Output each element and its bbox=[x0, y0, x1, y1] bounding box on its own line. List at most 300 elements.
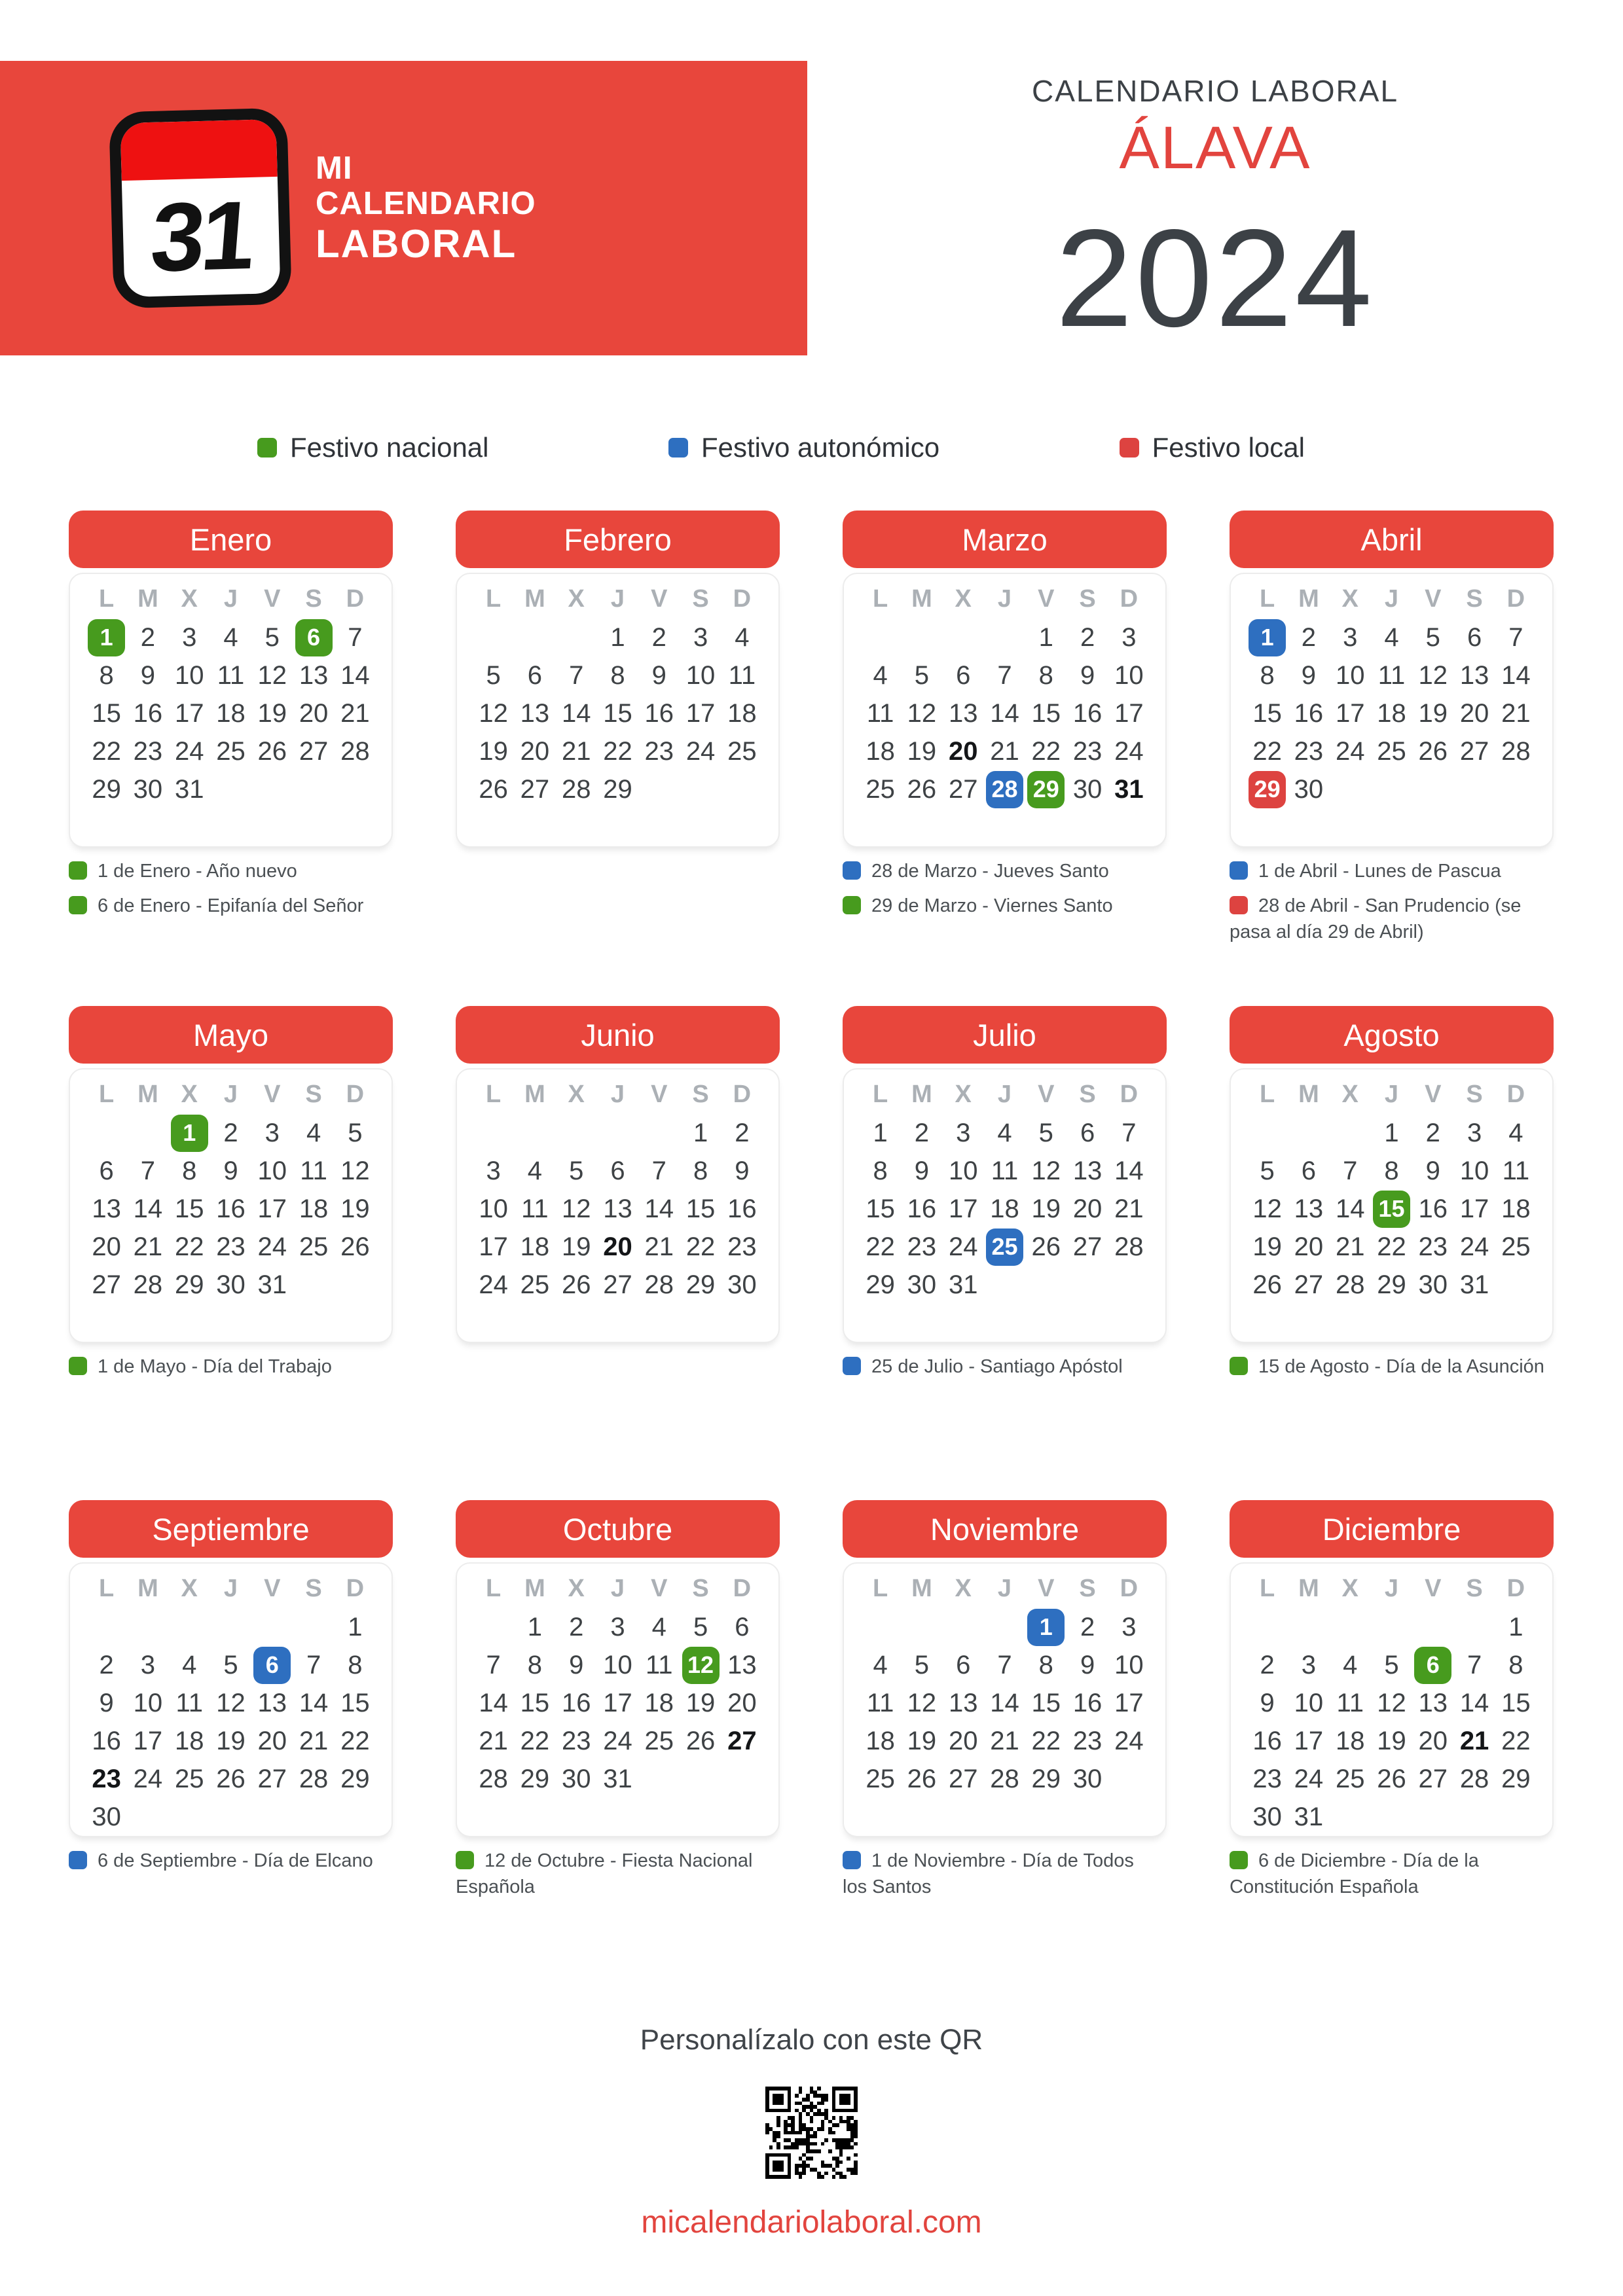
weekday-label: J bbox=[1384, 1080, 1399, 1108]
month-body bbox=[843, 1562, 1167, 1837]
day-cell: 24 bbox=[1459, 1232, 1489, 1261]
day-cell: 13 bbox=[603, 1194, 632, 1223]
empty-cell bbox=[943, 619, 984, 656]
day-cell: 29 bbox=[866, 1270, 895, 1299]
weekday-label: S bbox=[1466, 1080, 1483, 1108]
day-cell: 2 bbox=[223, 1118, 238, 1147]
weekday-label: V bbox=[651, 1080, 668, 1108]
day-cell: 17 bbox=[133, 1726, 163, 1755]
day-cell: 12 bbox=[257, 660, 287, 690]
day-cell: 3 bbox=[182, 622, 197, 652]
weekday-label: L bbox=[873, 584, 888, 613]
day-cell: 18 bbox=[299, 1194, 329, 1223]
qr-code bbox=[765, 2087, 858, 2179]
day-cell: 10 bbox=[1459, 1156, 1489, 1185]
day-cell: 11 bbox=[866, 698, 894, 728]
holiday-note-color-square bbox=[69, 896, 87, 914]
day-cell: 28 bbox=[1459, 1764, 1489, 1793]
empty-cell bbox=[638, 1114, 680, 1152]
weekday-label: V bbox=[1425, 1080, 1442, 1108]
weekday-label: X bbox=[1341, 1080, 1359, 1108]
weekday-label: J bbox=[223, 1080, 238, 1108]
day-cell: 3 bbox=[1343, 622, 1358, 652]
empty-cell bbox=[1371, 1608, 1412, 1646]
holiday-day-badge: 15 bbox=[1373, 1191, 1410, 1228]
weekday-label: D bbox=[733, 1574, 752, 1602]
day-cell: 12 bbox=[216, 1688, 246, 1717]
month-agosto bbox=[1230, 1006, 1554, 1500]
day-cell: 8 bbox=[348, 1650, 363, 1679]
empty-cell bbox=[251, 1608, 293, 1646]
day-cell: 6 bbox=[735, 1612, 750, 1641]
day-cell: 14 bbox=[340, 660, 370, 690]
month-body bbox=[69, 1562, 393, 1837]
month-diciembre bbox=[1230, 1500, 1554, 1909]
day-cell: 3 bbox=[956, 1118, 971, 1147]
day-cell: 18 bbox=[727, 698, 757, 728]
weekday-label: D bbox=[1120, 1080, 1139, 1108]
month-body bbox=[456, 573, 780, 848]
day-cell: 24 bbox=[1294, 1764, 1324, 1793]
day-cell: 14 bbox=[1459, 1688, 1489, 1717]
day-cell: 31 bbox=[603, 1764, 632, 1793]
day-cell: 4 bbox=[527, 1156, 543, 1185]
weekday-label: L bbox=[873, 1574, 888, 1602]
month-body bbox=[1230, 573, 1554, 848]
empty-cell bbox=[514, 1114, 555, 1152]
months-grid bbox=[69, 511, 1554, 1909]
day-cell: 20 bbox=[1459, 698, 1489, 728]
day-cell: 13 bbox=[520, 698, 550, 728]
day-cell: 6 bbox=[956, 660, 971, 690]
day-cell: 27 bbox=[299, 736, 329, 766]
empty-cell bbox=[86, 1114, 127, 1152]
day-cell: 10 bbox=[1294, 1688, 1324, 1717]
day-cell: 22 bbox=[1501, 1726, 1531, 1755]
empty-cell bbox=[514, 619, 555, 656]
day-cell: 23 bbox=[1072, 736, 1103, 766]
day-cell: 4 bbox=[306, 1118, 321, 1147]
day-cell: 25 bbox=[866, 774, 895, 804]
month-body bbox=[1230, 1562, 1554, 1837]
day-cell: 20 bbox=[948, 736, 978, 766]
holiday-day-cell bbox=[984, 770, 1025, 808]
day-cell: 2 bbox=[1080, 1612, 1095, 1641]
day-cell: 3 bbox=[140, 1650, 156, 1679]
day-cell: 11 bbox=[300, 1156, 327, 1185]
weekday-label: V bbox=[264, 1574, 281, 1602]
weekday-label: J bbox=[610, 584, 625, 613]
weekday-label: M bbox=[524, 1080, 545, 1108]
brand-banner bbox=[0, 61, 807, 355]
day-cell: 17 bbox=[1114, 698, 1144, 728]
month-notes bbox=[69, 1848, 393, 1874]
month-notes bbox=[69, 858, 393, 919]
day-cell: 21 bbox=[133, 1232, 163, 1261]
day-cell: 13 bbox=[727, 1650, 757, 1679]
month-marzo bbox=[843, 511, 1167, 1006]
weekday-row bbox=[860, 1075, 1150, 1114]
month-octubre bbox=[456, 1500, 780, 1909]
day-cell: 15 bbox=[1031, 698, 1061, 728]
holiday-note: 28 de Marzo - Jueves Santo bbox=[843, 858, 1160, 884]
day-cell: 31 bbox=[1114, 774, 1144, 804]
day-cell: 9 bbox=[1425, 1156, 1440, 1185]
weekday-label: X bbox=[181, 1574, 198, 1602]
day-cell: 17 bbox=[1294, 1726, 1324, 1755]
day-cell: 19 bbox=[1377, 1726, 1406, 1755]
day-cell: 15 bbox=[685, 1194, 716, 1223]
day-cell: 20 bbox=[948, 1726, 978, 1755]
day-cell: 10 bbox=[133, 1688, 163, 1717]
day-cell: 24 bbox=[133, 1764, 163, 1793]
day-cell: 20 bbox=[1418, 1726, 1448, 1755]
weekday-label: D bbox=[1120, 584, 1139, 613]
day-cell: 30 bbox=[1252, 1802, 1282, 1831]
day-cell: 18 bbox=[866, 736, 895, 766]
day-cell: 21 bbox=[1335, 1232, 1365, 1261]
day-cell: 10 bbox=[948, 1156, 978, 1185]
holiday-day-badge: 29 bbox=[1249, 771, 1286, 808]
day-cell: 14 bbox=[479, 1688, 508, 1717]
day-cell: 19 bbox=[1252, 1232, 1282, 1261]
day-cell: 9 bbox=[914, 1156, 930, 1185]
day-cell: 7 bbox=[1122, 1118, 1137, 1147]
empty-cell bbox=[86, 1608, 127, 1646]
empty-cell bbox=[597, 1114, 638, 1152]
days-grid bbox=[1247, 1114, 1537, 1304]
day-cell: 8 bbox=[610, 660, 625, 690]
day-cell: 9 bbox=[140, 660, 156, 690]
holiday-note: 6 de Enero - Epifanía del Señor bbox=[69, 893, 386, 919]
empty-cell bbox=[860, 619, 901, 656]
weekday-label: L bbox=[873, 1080, 888, 1108]
day-cell: 16 bbox=[727, 1194, 757, 1223]
day-cell: 24 bbox=[1114, 1726, 1144, 1755]
day-cell: 27 bbox=[257, 1764, 287, 1793]
holiday-note: 6 de Diciembre - Día de la Constitución Española bbox=[1230, 1850, 1479, 1898]
holiday-day-badge: 6 bbox=[295, 619, 333, 656]
day-cell: 19 bbox=[216, 1726, 246, 1755]
day-cell: 4 bbox=[873, 1650, 888, 1679]
weekday-label: X bbox=[955, 584, 972, 613]
holiday-legend bbox=[257, 432, 1305, 463]
day-cell: 6 bbox=[1301, 1156, 1317, 1185]
weekday-label: S bbox=[692, 1574, 709, 1602]
day-cell: 18 bbox=[520, 1232, 550, 1261]
weekday-label: L bbox=[99, 1080, 115, 1108]
day-cell: 31 bbox=[257, 1270, 287, 1299]
month-notes bbox=[69, 1354, 393, 1380]
weekday-label: V bbox=[1038, 584, 1055, 613]
day-cell: 19 bbox=[340, 1194, 370, 1223]
day-cell: 15 bbox=[1501, 1688, 1531, 1717]
day-cell: 9 bbox=[1301, 660, 1317, 690]
day-cell: 28 bbox=[644, 1270, 674, 1299]
day-cell: 30 bbox=[133, 774, 163, 804]
days-grid bbox=[1247, 1608, 1537, 1836]
weekday-label: X bbox=[181, 584, 198, 613]
days-grid bbox=[860, 619, 1150, 808]
day-cell: 30 bbox=[1072, 774, 1103, 804]
day-cell: 6 bbox=[99, 1156, 114, 1185]
day-cell: 5 bbox=[1038, 1118, 1053, 1147]
holiday-note-color-square bbox=[843, 896, 861, 914]
day-cell: 24 bbox=[1114, 736, 1144, 766]
holiday-day-badge: 6 bbox=[1414, 1647, 1451, 1684]
holiday-day-badge: 1 bbox=[1249, 619, 1286, 656]
day-cell: 15 bbox=[603, 698, 632, 728]
empty-cell bbox=[210, 1608, 251, 1646]
holiday-day-badge: 1 bbox=[1027, 1609, 1065, 1646]
day-cell: 6 bbox=[610, 1156, 625, 1185]
day-cell: 3 bbox=[610, 1612, 625, 1641]
day-cell: 26 bbox=[1418, 736, 1448, 766]
day-cell: 3 bbox=[693, 622, 708, 652]
day-cell: 8 bbox=[873, 1156, 888, 1185]
weekday-label: J bbox=[997, 584, 1012, 613]
holiday-note: 6 de Septiembre - Día de Elcano bbox=[69, 1848, 386, 1874]
day-cell: 23 bbox=[1072, 1726, 1103, 1755]
day-cell: 25 bbox=[299, 1232, 329, 1261]
day-cell: 27 bbox=[603, 1270, 632, 1299]
holiday-day-cell bbox=[680, 1646, 721, 1684]
holiday-day-badge: 6 bbox=[253, 1647, 291, 1684]
day-cell: 16 bbox=[216, 1194, 246, 1223]
month-title: Agosto bbox=[1343, 1017, 1440, 1052]
day-cell: 13 bbox=[1072, 1156, 1103, 1185]
month-body bbox=[456, 1068, 780, 1343]
day-cell: 9 bbox=[223, 1156, 238, 1185]
day-cell: 27 bbox=[1418, 1764, 1448, 1793]
legend-label-autonomico: Festivo autonómico bbox=[701, 432, 940, 463]
empty-cell bbox=[860, 1608, 901, 1646]
day-cell: 17 bbox=[174, 698, 204, 728]
day-cell: 9 bbox=[1260, 1688, 1275, 1717]
day-cell: 15 bbox=[866, 1194, 895, 1223]
day-cell: 19 bbox=[479, 736, 508, 766]
weekday-label: L bbox=[1260, 584, 1275, 613]
day-cell: 14 bbox=[990, 1688, 1019, 1717]
day-cell: 25 bbox=[1501, 1232, 1531, 1261]
weekday-label: L bbox=[1260, 1574, 1275, 1602]
day-cell: 3 bbox=[1467, 1118, 1482, 1147]
day-cell: 20 bbox=[1294, 1232, 1324, 1261]
day-cell: 20 bbox=[520, 736, 550, 766]
weekday-label: S bbox=[1079, 1574, 1096, 1602]
day-cell: 21 bbox=[1459, 1726, 1489, 1755]
day-cell: 25 bbox=[1335, 1764, 1365, 1793]
day-cell: 15 bbox=[1252, 698, 1282, 728]
empty-cell bbox=[1330, 1114, 1371, 1152]
day-cell: 10 bbox=[174, 660, 204, 690]
empty-cell bbox=[1330, 1608, 1371, 1646]
day-cell: 14 bbox=[299, 1688, 329, 1717]
days-grid bbox=[86, 1608, 376, 1836]
day-cell: 29 bbox=[603, 774, 632, 804]
day-cell: 17 bbox=[603, 1688, 632, 1717]
holiday-day-cell bbox=[1025, 770, 1067, 808]
day-cell: 30 bbox=[727, 1270, 757, 1299]
holiday-note: 1 de Enero - Año nuevo bbox=[69, 858, 386, 884]
day-cell: 12 bbox=[1377, 1688, 1406, 1717]
holiday-day-cell bbox=[1247, 619, 1288, 656]
weekday-row bbox=[860, 579, 1150, 619]
weekday-label: S bbox=[305, 1080, 322, 1108]
day-cell: 4 bbox=[873, 660, 888, 690]
day-cell: 25 bbox=[174, 1764, 204, 1793]
holiday-note: 12 de Octubre - Fiesta Nacional Española bbox=[456, 1850, 753, 1898]
day-cell: 28 bbox=[299, 1764, 329, 1793]
month-body bbox=[843, 1068, 1167, 1343]
day-cell: 31 bbox=[1294, 1802, 1324, 1831]
logo-day-number: 31 bbox=[147, 181, 255, 293]
day-cell: 8 bbox=[693, 1156, 708, 1185]
holiday-note-color-square bbox=[456, 1851, 474, 1869]
month-header bbox=[69, 1006, 393, 1064]
day-cell: 7 bbox=[651, 1156, 666, 1185]
month-body bbox=[843, 573, 1167, 848]
region-title: ÁLAVA bbox=[1119, 115, 1311, 181]
day-cell: 10 bbox=[479, 1194, 508, 1223]
weekday-label: L bbox=[486, 1574, 501, 1602]
holiday-note: 1 de Abril - Lunes de Pascua bbox=[1230, 858, 1547, 884]
day-cell: 4 bbox=[1508, 1118, 1523, 1147]
day-cell: 23 bbox=[644, 736, 674, 766]
day-cell: 28 bbox=[340, 736, 370, 766]
day-cell: 21 bbox=[644, 1232, 674, 1261]
day-cell: 8 bbox=[1384, 1156, 1399, 1185]
month-header bbox=[1230, 511, 1554, 568]
month-julio bbox=[843, 1006, 1167, 1500]
month-header bbox=[843, 511, 1167, 568]
days-grid bbox=[473, 619, 763, 808]
day-cell: 1 bbox=[873, 1118, 888, 1147]
month-header bbox=[1230, 1500, 1554, 1558]
weekday-label: M bbox=[137, 1080, 158, 1108]
day-cell: 4 bbox=[1384, 622, 1399, 652]
holiday-day-badge: 1 bbox=[171, 1115, 208, 1152]
days-grid bbox=[473, 1608, 763, 1798]
month-body bbox=[69, 573, 393, 848]
weekday-label: J bbox=[610, 1574, 625, 1602]
calendar-logo-day-area bbox=[122, 177, 281, 297]
day-cell: 12 bbox=[340, 1156, 370, 1185]
nacional-color-swatch bbox=[257, 438, 277, 457]
day-cell: 2 bbox=[1260, 1650, 1275, 1679]
day-cell: 1 bbox=[693, 1118, 708, 1147]
day-cell: 19 bbox=[685, 1688, 716, 1717]
day-cell: 2 bbox=[569, 1612, 584, 1641]
weekday-label: X bbox=[568, 1574, 585, 1602]
weekday-row bbox=[1247, 579, 1537, 619]
website-link[interactable]: micalendariolaboral.com bbox=[641, 2205, 982, 2240]
day-cell: 30 bbox=[1294, 774, 1324, 804]
legend-item-nacional bbox=[257, 432, 489, 463]
weekday-row bbox=[473, 579, 763, 619]
month-header bbox=[456, 511, 780, 568]
month-header bbox=[843, 1006, 1167, 1064]
weekday-label: M bbox=[524, 584, 545, 613]
day-cell: 29 bbox=[340, 1764, 370, 1793]
day-cell: 22 bbox=[174, 1232, 204, 1261]
day-cell: 16 bbox=[1418, 1194, 1448, 1223]
day-cell: 28 bbox=[1501, 736, 1531, 766]
day-cell: 22 bbox=[520, 1726, 550, 1755]
qr-caption: Personalízalo con este QR bbox=[640, 2024, 983, 2056]
day-cell: 21 bbox=[990, 736, 1019, 766]
day-cell: 19 bbox=[1031, 1194, 1061, 1223]
day-cell: 1 bbox=[348, 1612, 363, 1641]
day-cell: 30 bbox=[907, 1270, 937, 1299]
day-cell: 22 bbox=[1377, 1232, 1406, 1261]
holiday-note-color-square bbox=[69, 861, 87, 880]
day-cell: 18 bbox=[990, 1194, 1019, 1223]
weekday-label: S bbox=[692, 1080, 709, 1108]
day-cell: 26 bbox=[561, 1270, 591, 1299]
weekday-label: V bbox=[264, 584, 281, 613]
day-cell: 2 bbox=[140, 622, 156, 652]
month-title: Marzo bbox=[962, 522, 1048, 557]
day-cell: 30 bbox=[1072, 1764, 1103, 1793]
day-cell: 11 bbox=[217, 660, 245, 690]
day-cell: 24 bbox=[257, 1232, 287, 1261]
day-cell: 5 bbox=[223, 1650, 238, 1679]
day-cell: 16 bbox=[561, 1688, 591, 1717]
day-cell: 14 bbox=[561, 698, 591, 728]
day-cell: 12 bbox=[907, 1688, 937, 1717]
day-cell: 5 bbox=[569, 1156, 584, 1185]
day-cell: 4 bbox=[182, 1650, 197, 1679]
month-title: Mayo bbox=[193, 1017, 268, 1052]
day-cell: 19 bbox=[257, 698, 287, 728]
day-cell: 19 bbox=[1418, 698, 1448, 728]
day-cell: 11 bbox=[1336, 1688, 1364, 1717]
month-notes bbox=[1230, 858, 1554, 945]
weekday-label: J bbox=[1384, 584, 1399, 613]
weekday-label: M bbox=[911, 1574, 932, 1602]
day-cell: 29 bbox=[1377, 1270, 1406, 1299]
day-cell: 24 bbox=[479, 1270, 508, 1299]
holiday-note-color-square bbox=[843, 861, 861, 880]
days-grid bbox=[86, 1114, 376, 1304]
day-cell: 27 bbox=[1459, 736, 1489, 766]
day-cell: 29 bbox=[685, 1270, 716, 1299]
day-cell: 10 bbox=[603, 1650, 632, 1679]
month-body bbox=[69, 1068, 393, 1343]
weekday-label: M bbox=[1298, 1574, 1319, 1602]
weekday-label: D bbox=[1506, 1574, 1525, 1602]
day-cell: 2 bbox=[1425, 1118, 1440, 1147]
weekday-label: D bbox=[733, 584, 752, 613]
day-cell: 13 bbox=[948, 698, 978, 728]
weekday-label: M bbox=[137, 1574, 158, 1602]
weekday-label: V bbox=[1425, 1574, 1442, 1602]
empty-cell bbox=[1288, 1608, 1329, 1646]
weekday-label: D bbox=[346, 584, 365, 613]
month-notes bbox=[1230, 1354, 1554, 1380]
day-cell: 1 bbox=[1038, 622, 1053, 652]
holiday-note-color-square bbox=[1230, 1851, 1248, 1869]
month-mayo bbox=[69, 1006, 393, 1500]
category-title: CALENDARIO LABORAL bbox=[1031, 74, 1399, 108]
weekday-label: J bbox=[223, 584, 238, 613]
day-cell: 6 bbox=[956, 1650, 971, 1679]
day-cell: 5 bbox=[348, 1118, 363, 1147]
weekday-row bbox=[1247, 1569, 1537, 1608]
day-cell: 3 bbox=[486, 1156, 501, 1185]
day-cell: 25 bbox=[727, 736, 757, 766]
